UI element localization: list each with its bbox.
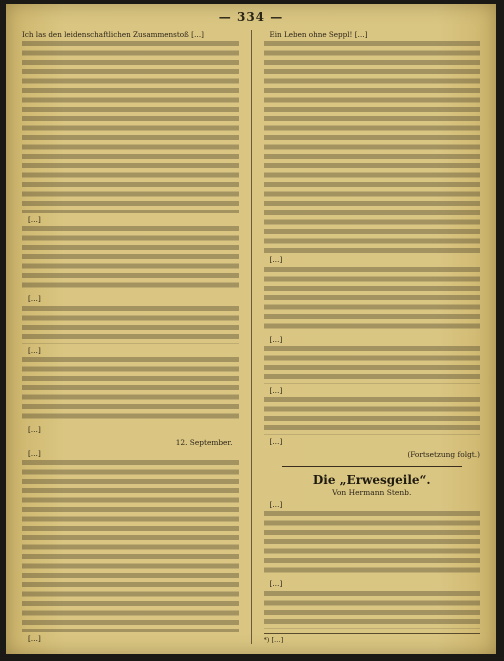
article-byline: Von Hermann Stenb. bbox=[332, 487, 412, 497]
left-text-block-1 bbox=[22, 41, 239, 213]
right-column bbox=[264, 30, 481, 644]
left-paragraph-6: […] bbox=[28, 448, 41, 458]
article-title: Die „Erwesgeile“. bbox=[312, 472, 431, 487]
left-paragraph-5: […] bbox=[28, 425, 41, 435]
right-paragraph-1: Ein Leben ohne Seppl! […] bbox=[269, 30, 368, 39]
article-paragraph-1: […] bbox=[269, 499, 283, 509]
continued-note: (Fortsetzung folgt.) bbox=[407, 449, 480, 459]
left-paragraph-4: […] bbox=[28, 345, 41, 355]
left-paragraph-7: […] bbox=[28, 633, 41, 643]
text-columns bbox=[22, 30, 480, 644]
right-text-block-2 bbox=[264, 267, 481, 333]
date-line: 12. September. bbox=[175, 437, 233, 447]
right-text-block-1 bbox=[264, 41, 481, 253]
page-number: — 334 — bbox=[218, 10, 284, 24]
left-text-block-5 bbox=[22, 460, 239, 632]
left-paragraph-2: […] bbox=[28, 214, 41, 224]
article-paragraph-2: […] bbox=[269, 579, 283, 589]
footnote: *) […] bbox=[264, 633, 481, 644]
right-paragraph-2: […] bbox=[269, 255, 283, 265]
right-paragraph-3: […] bbox=[269, 334, 283, 344]
article-text-block-2 bbox=[264, 591, 481, 629]
article-text-block-1 bbox=[264, 511, 481, 577]
left-paragraph-1: Ich las den leidenschaftlichen Zusammenstoß […] bbox=[22, 30, 204, 39]
right-text-block-4 bbox=[264, 397, 481, 435]
right-text-block-3 bbox=[264, 346, 481, 384]
left-paragraph-3: […] bbox=[28, 294, 41, 304]
left-text-block-4 bbox=[22, 357, 239, 423]
article-divider bbox=[282, 466, 463, 467]
left-column bbox=[22, 30, 239, 644]
left-text-block-3 bbox=[22, 306, 239, 344]
right-paragraph-4: […] bbox=[269, 385, 283, 395]
right-paragraph-5: […] bbox=[269, 437, 283, 447]
left-text-block-2 bbox=[22, 226, 239, 292]
column-divider bbox=[251, 30, 252, 644]
newspaper-page bbox=[6, 4, 496, 654]
